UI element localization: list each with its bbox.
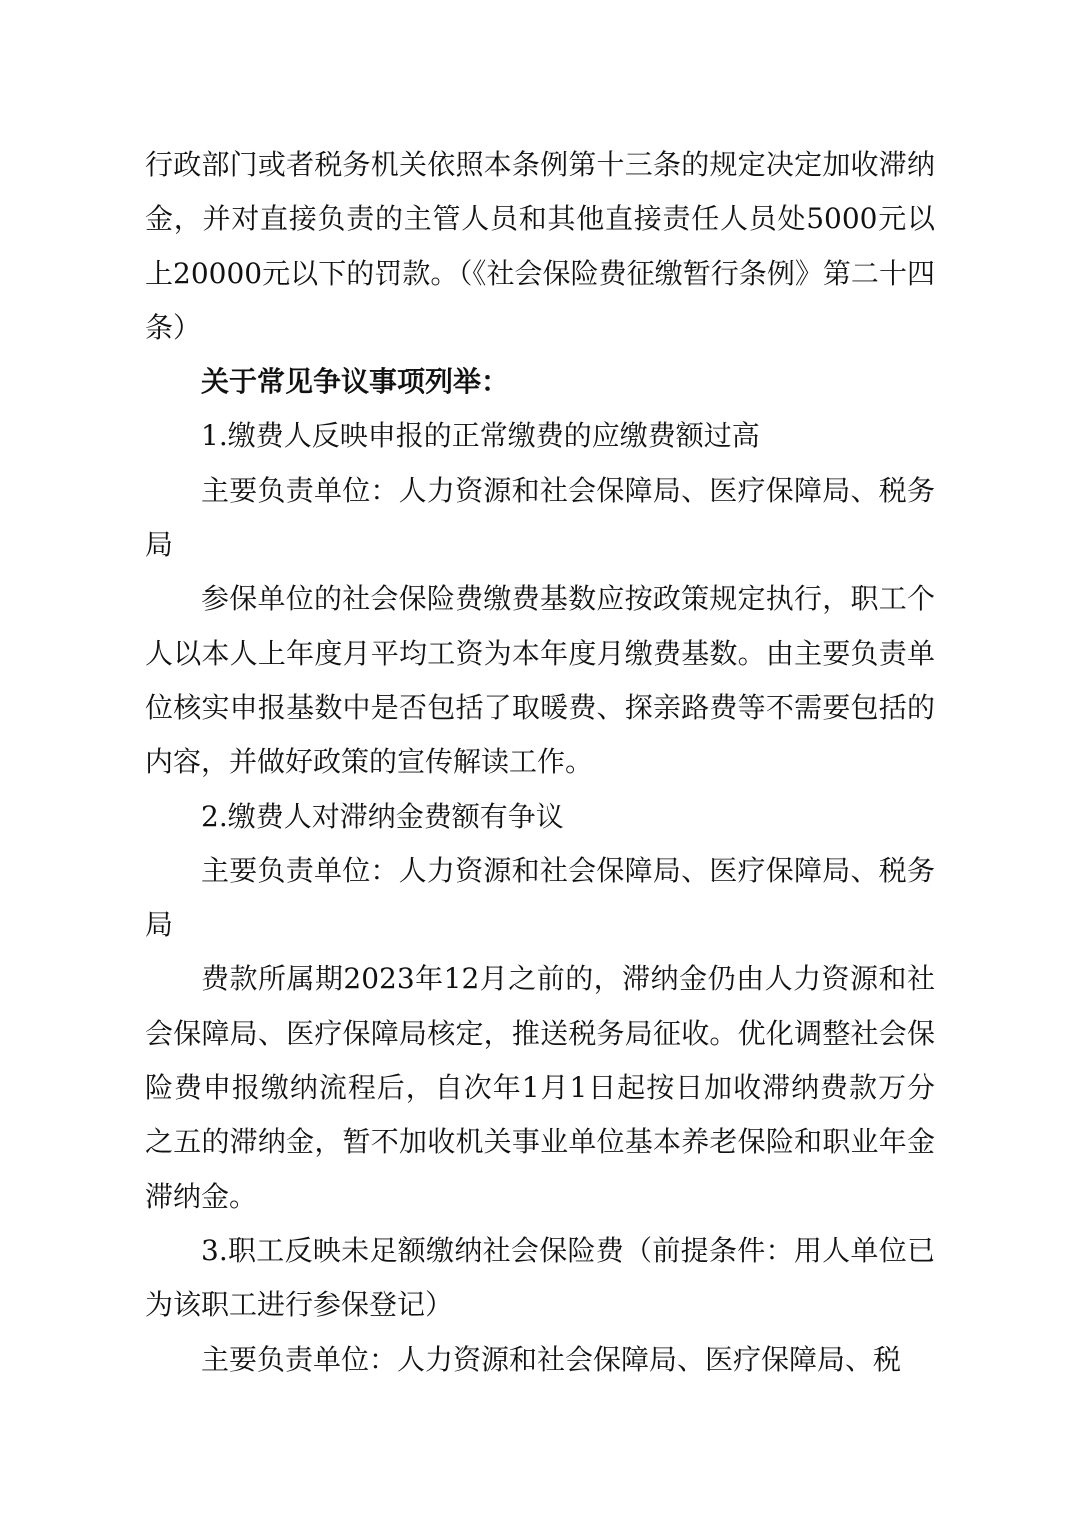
dispute-item-2-responsible: 主要负责单位：人力资源和社会保障局、医疗保障局、税务局 [145,853,935,942]
dispute-item-3-responsible: 主要负责单位：人力资源和社会保障局、医疗保障局、税 [201,1342,902,1376]
dispute-item-3-title: 3.职工反映未足额缴纳社会保险费（前提条件：用人单位已为该职工进行参保登记） [145,1233,935,1322]
document-body [145,138,935,1387]
paragraph-penalty-clause: 行政部门或者税务机关依照本条例第十三条的规定决定加收滞纳金，并对直接负责的主管人员和其他直接责任人员处5000元以上20000元以下的罚款。（《社会保险费征缴暂行条例》第二十四条） [145,148,935,344]
dispute-item-1-body: 参保单位的社会保险费缴费基数应按政策规定执行，职工个人以本人上年度月平均工资为本年度月缴费基数。由主要负责单位核实申报基数中是否包括了取暖费、探亲路费等不需要包括的内容，并做好政策的宣传解读工作。 [145,582,935,779]
dispute-item-1-responsible: 主要负责单位：人力资源和社会保障局、医疗保障局、税务局 [145,473,935,562]
dispute-item-2-body: 费款所属期2023年12月之前的，滞纳金仍由人力资源和社会保障局、医疗保障局核定，推送税务局征收。优化调整社会保险费申报缴纳流程后，自次年1月1日起按日加收滞纳费款万分之五的滞纳金，暂不加收机关事业单位基本养老保险和职业年金滞纳金。 [145,962,935,1213]
dispute-item-2-title: 2.缴费人对滞纳金费额有争议 [201,799,564,833]
dispute-item-1-title: 1.缴费人反映申报的正常缴费的应缴费额过高 [201,419,760,453]
section-heading-disputes: 关于常见争议事项列举： [201,365,510,399]
